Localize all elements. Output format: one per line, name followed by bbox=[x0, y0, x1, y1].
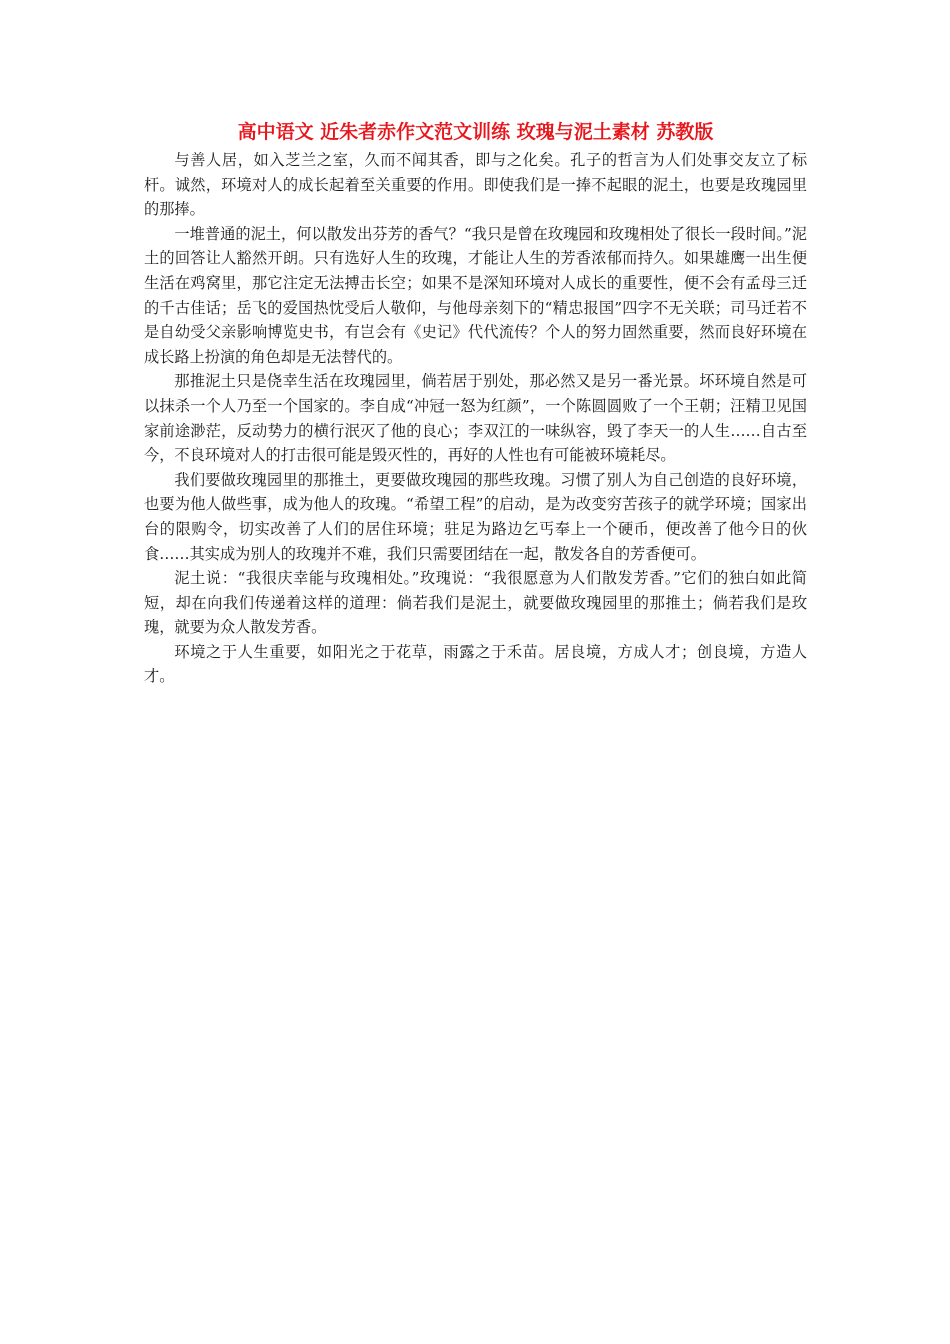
document-page bbox=[144, 118, 807, 689]
paragraph-5: 泥土说：“我很庆幸能与玫瑰相处。”玫瑰说：“我很愿意为人们散发芳香。”它们的独白如此简短，却在向我们传递着这样的道理：倘若我们是泥土，就要做玫瑰园里的那推土；倘若我们是玫瑰，就要为众人散发芳香。 bbox=[144, 569, 807, 637]
paragraph-4: 我们要做玫瑰园里的那推土，更要做玫瑰园的那些玫瑰。习惯了别人为自己创造的良好环境，也要为他人做些事，成为他人的玫瑰。“希望工程”的启动，是为改变穷苦孩子的就学环境；国家出台的限购令，切实改善了人们的居住环境；驻足为路边乞丐奉上一个硬币，便改善了他今日的伙食……其实成为别人的玫瑰并不难，我们只需要团结在一起，散发各自的芳香便可。 bbox=[144, 470, 807, 563]
paragraph-6: 环境之于人生重要，如阳光之于花草，雨露之于禾苗。居良境，方成人才；创良境，方造人才。 bbox=[144, 642, 807, 686]
paragraph-2: 一堆普通的泥土，何以散发出芬芳的香气？“我只是曾在玫瑰园和玫瑰相处了很长一段时间。”泥土的回答让人豁然开朗。只有选好人生的玫瑰，才能让人生的芳香浓郁而持久。如果雄鹰一出生便生活在鸡窝里，那它注定无法搏击长空；如果不是深知环境对人成长的重要性，便不会有孟母三迁的千古佳话；岳飞的爱国热忱受后人敬仰，与他母亲刻下的“精忠报国”四字不无关联；司马迁若不是自幼受父亲影响博览史书，有岂会有《史记》代代流传？个人的努力固然重要，然而良好环境在成长路上扮演的角色却是无法替代的。 bbox=[144, 224, 807, 366]
paragraph-1: 与善人居，如入芝兰之室，久而不闻其香，即与之化矣。孔子的哲言为人们处事交友立了标杆。诚然，环境对人的成长起着至关重要的作用。即使我们是一捧不起眼的泥土，也要是玫瑰园里的那捧。 bbox=[144, 151, 807, 219]
paragraph-3: 那推泥土只是侥幸生活在玫瑰园里，倘若居于别处，那必然又是另一番光景。坏环境自然是可以抹杀一个人乃至一个国家的。李自成“冲冠一怒为红颜”，一个陈圆圆败了一个王朝；汪精卫见国家前途渺茫，反动势力的横行泯灭了他的良心；李双江的一味纵容，毁了李天一的人生……自古至今，不良环境对人的打击很可能是毁灭性的，再好的人性也有可能被环境耗尽。 bbox=[144, 372, 807, 465]
document-title: 高中语文 近朱者赤作文范文训练 玫瑰与泥土素材 苏教版 bbox=[237, 121, 714, 143]
